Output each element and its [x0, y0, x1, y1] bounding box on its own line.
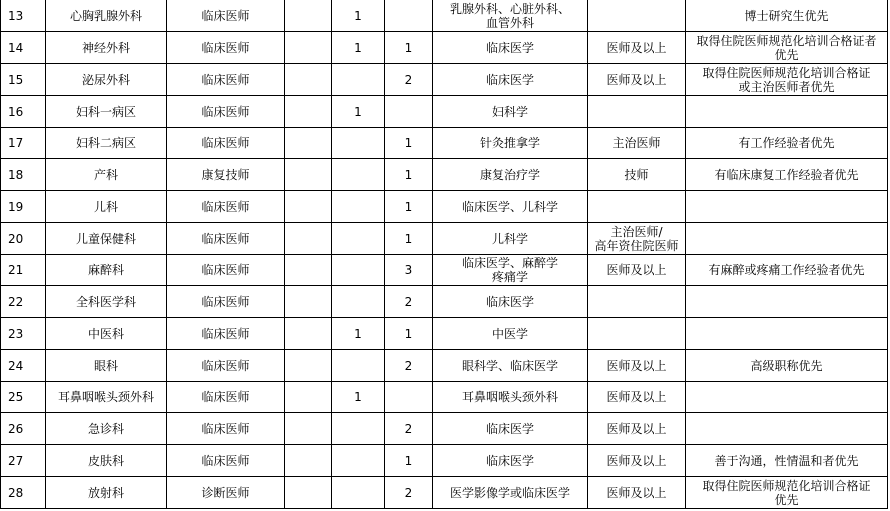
- count-column-c-cell: 1: [385, 32, 433, 64]
- count-column-c-cell: 1: [385, 191, 433, 223]
- position-cell: 诊断医师: [167, 477, 285, 509]
- remark-cell: 高级职称优先: [686, 350, 888, 382]
- row-number-cell: 22: [1, 286, 46, 318]
- count-column-b-cell: [332, 223, 385, 255]
- count-column-c-cell: 3: [385, 255, 433, 286]
- table-row: [1, 382, 888, 413]
- title-requirement-cell: 医师及以上: [588, 255, 686, 286]
- remark-cell: 取得住院医师规范化培训合格证 优先: [686, 477, 888, 509]
- major-cell: 针灸推拿学: [433, 128, 588, 159]
- remark-cell: [686, 413, 888, 445]
- table-row: [1, 413, 888, 445]
- row-number-cell: 24: [1, 350, 46, 382]
- department-cell: 妇科二病区: [46, 128, 167, 159]
- row-number-cell: 25: [1, 382, 46, 413]
- count-column-a-cell: [285, 159, 332, 191]
- table-row: [1, 286, 888, 318]
- count-column-b-cell: [332, 159, 385, 191]
- count-column-b-cell: [332, 445, 385, 477]
- major-cell: 临床医学、麻醉学 疼痛学: [433, 255, 588, 286]
- table-row: [1, 96, 888, 128]
- department-cell: 妇科一病区: [46, 96, 167, 128]
- major-cell: 临床医学: [433, 413, 588, 445]
- count-column-b-cell: [332, 128, 385, 159]
- position-cell: 临床医师: [167, 350, 285, 382]
- count-column-b-cell: [332, 64, 385, 96]
- row-number-cell: 18: [1, 159, 46, 191]
- title-requirement-cell: [588, 286, 686, 318]
- department-cell: 儿科: [46, 191, 167, 223]
- position-cell: 临床医师: [167, 32, 285, 64]
- title-requirement-cell: 主治医师/ 高年资住院医师: [588, 223, 686, 255]
- title-requirement-cell: [588, 318, 686, 350]
- title-requirement-cell: 医师及以上: [588, 445, 686, 477]
- table-row: [1, 223, 888, 255]
- count-column-c-cell: 1: [385, 159, 433, 191]
- remark-cell: [686, 286, 888, 318]
- count-column-c-cell: [385, 382, 433, 413]
- remark-cell: 有麻醉或疼痛工作经验者优先: [686, 255, 888, 286]
- major-cell: 中医学: [433, 318, 588, 350]
- table-row: [1, 445, 888, 477]
- count-column-a-cell: [285, 223, 332, 255]
- row-number-cell: 19: [1, 191, 46, 223]
- count-column-b-cell: 1: [332, 382, 385, 413]
- major-cell: 眼科学、临床医学: [433, 350, 588, 382]
- row-number-cell: 27: [1, 445, 46, 477]
- department-cell: 泌尿外科: [46, 64, 167, 96]
- position-cell: 临床医师: [167, 191, 285, 223]
- title-requirement-cell: 医师及以上: [588, 32, 686, 64]
- title-requirement-cell: 主治医师: [588, 128, 686, 159]
- position-cell: 临床医师: [167, 0, 285, 32]
- table-row: [1, 159, 888, 191]
- row-number-cell: 21: [1, 255, 46, 286]
- department-cell: 眼科: [46, 350, 167, 382]
- count-column-a-cell: [285, 64, 332, 96]
- table-row: [1, 318, 888, 350]
- table-row: [1, 350, 888, 382]
- department-cell: 急诊科: [46, 413, 167, 445]
- row-number-cell: 16: [1, 96, 46, 128]
- remark-cell: [686, 382, 888, 413]
- count-column-a-cell: [285, 191, 332, 223]
- row-number-cell: 15: [1, 64, 46, 96]
- table-row: [1, 64, 888, 96]
- count-column-c-cell: 1: [385, 223, 433, 255]
- count-column-a-cell: [285, 382, 332, 413]
- major-cell: 临床医学、儿科学: [433, 191, 588, 223]
- count-column-b-cell: 1: [332, 0, 385, 32]
- count-column-c-cell: 2: [385, 477, 433, 509]
- count-column-c-cell: 1: [385, 128, 433, 159]
- title-requirement-cell: 医师及以上: [588, 350, 686, 382]
- position-cell: 临床医师: [167, 223, 285, 255]
- table-row: [1, 32, 888, 64]
- count-column-a-cell: [285, 413, 332, 445]
- count-column-a-cell: [285, 128, 332, 159]
- row-number-cell: 23: [1, 318, 46, 350]
- count-column-c-cell: [385, 0, 433, 32]
- count-column-a-cell: [285, 255, 332, 286]
- title-requirement-cell: 技师: [588, 159, 686, 191]
- department-cell: 心胸乳腺外科: [46, 0, 167, 32]
- count-column-a-cell: [285, 318, 332, 350]
- position-cell: 临床医师: [167, 445, 285, 477]
- count-column-c-cell: 2: [385, 350, 433, 382]
- table-row: [1, 255, 888, 286]
- position-cell: 临床医师: [167, 128, 285, 159]
- major-cell: 医学影像学或临床医学: [433, 477, 588, 509]
- title-requirement-cell: 医师及以上: [588, 413, 686, 445]
- count-column-b-cell: [332, 286, 385, 318]
- row-number-cell: 14: [1, 32, 46, 64]
- department-cell: 耳鼻咽喉头颈外科: [46, 382, 167, 413]
- row-number-cell: 28: [1, 477, 46, 509]
- title-requirement-cell: [588, 96, 686, 128]
- count-column-b-cell: [332, 255, 385, 286]
- count-column-c-cell: 2: [385, 413, 433, 445]
- position-cell: 临床医师: [167, 286, 285, 318]
- remark-cell: 有工作经验者优先: [686, 128, 888, 159]
- count-column-c-cell: 1: [385, 318, 433, 350]
- remark-cell: [686, 96, 888, 128]
- count-column-a-cell: [285, 477, 332, 509]
- remark-cell: 博士研究生优先: [686, 0, 888, 32]
- row-number-cell: 13: [1, 0, 46, 32]
- major-cell: 康复治疗学: [433, 159, 588, 191]
- count-column-a-cell: [285, 286, 332, 318]
- title-requirement-cell: 医师及以上: [588, 477, 686, 509]
- count-column-a-cell: [285, 350, 332, 382]
- remark-cell: [686, 223, 888, 255]
- position-cell: 康复技师: [167, 159, 285, 191]
- table-row: [1, 0, 888, 32]
- row-number-cell: 20: [1, 223, 46, 255]
- title-requirement-cell: [588, 0, 686, 32]
- department-cell: 神经外科: [46, 32, 167, 64]
- department-cell: 全科医学科: [46, 286, 167, 318]
- position-cell: 临床医师: [167, 382, 285, 413]
- count-column-a-cell: [285, 96, 332, 128]
- table-row: [1, 477, 888, 509]
- row-number-cell: 17: [1, 128, 46, 159]
- department-cell: 儿童保健科: [46, 223, 167, 255]
- count-column-b-cell: [332, 413, 385, 445]
- remark-cell: [686, 318, 888, 350]
- count-column-b-cell: [332, 191, 385, 223]
- remark-cell: 取得住院医师规范化培训合格证 或主治医师者优先: [686, 64, 888, 96]
- title-requirement-cell: [588, 191, 686, 223]
- count-column-a-cell: [285, 0, 332, 32]
- count-column-b-cell: [332, 477, 385, 509]
- remark-cell: [686, 191, 888, 223]
- position-cell: 临床医师: [167, 64, 285, 96]
- major-cell: 临床医学: [433, 286, 588, 318]
- row-number-cell: 26: [1, 413, 46, 445]
- major-cell: 妇科学: [433, 96, 588, 128]
- count-column-a-cell: [285, 445, 332, 477]
- table-row: [1, 191, 888, 223]
- table-row: [1, 128, 888, 159]
- title-requirement-cell: 医师及以上: [588, 64, 686, 96]
- position-cell: 临床医师: [167, 413, 285, 445]
- major-cell: 儿科学: [433, 223, 588, 255]
- department-cell: 产科: [46, 159, 167, 191]
- count-column-b-cell: 1: [332, 318, 385, 350]
- count-column-c-cell: 1: [385, 445, 433, 477]
- count-column-b-cell: [332, 350, 385, 382]
- major-cell: 临床医学: [433, 64, 588, 96]
- position-cell: 临床医师: [167, 255, 285, 286]
- major-cell: 临床医学: [433, 445, 588, 477]
- department-cell: 皮肤科: [46, 445, 167, 477]
- position-cell: 临床医师: [167, 96, 285, 128]
- remark-cell: 善于沟通，性情温和者优先: [686, 445, 888, 477]
- count-column-b-cell: 1: [332, 32, 385, 64]
- remark-cell: 取得住院医师规范化培训合格证者 优先: [686, 32, 888, 64]
- department-cell: 放射科: [46, 477, 167, 509]
- count-column-b-cell: 1: [332, 96, 385, 128]
- major-cell: 耳鼻咽喉头颈外科: [433, 382, 588, 413]
- title-requirement-cell: 医师及以上: [588, 382, 686, 413]
- major-cell: 临床医学: [433, 32, 588, 64]
- department-cell: 麻醉科: [46, 255, 167, 286]
- position-cell: 临床医师: [167, 318, 285, 350]
- count-column-c-cell: 2: [385, 286, 433, 318]
- count-column-c-cell: [385, 96, 433, 128]
- remark-cell: 有临床康复工作经验者优先: [686, 159, 888, 191]
- count-column-a-cell: [285, 32, 332, 64]
- major-cell: 乳腺外科、心脏外科、 血管外科: [433, 0, 588, 32]
- department-cell: 中医科: [46, 318, 167, 350]
- count-column-c-cell: 2: [385, 64, 433, 96]
